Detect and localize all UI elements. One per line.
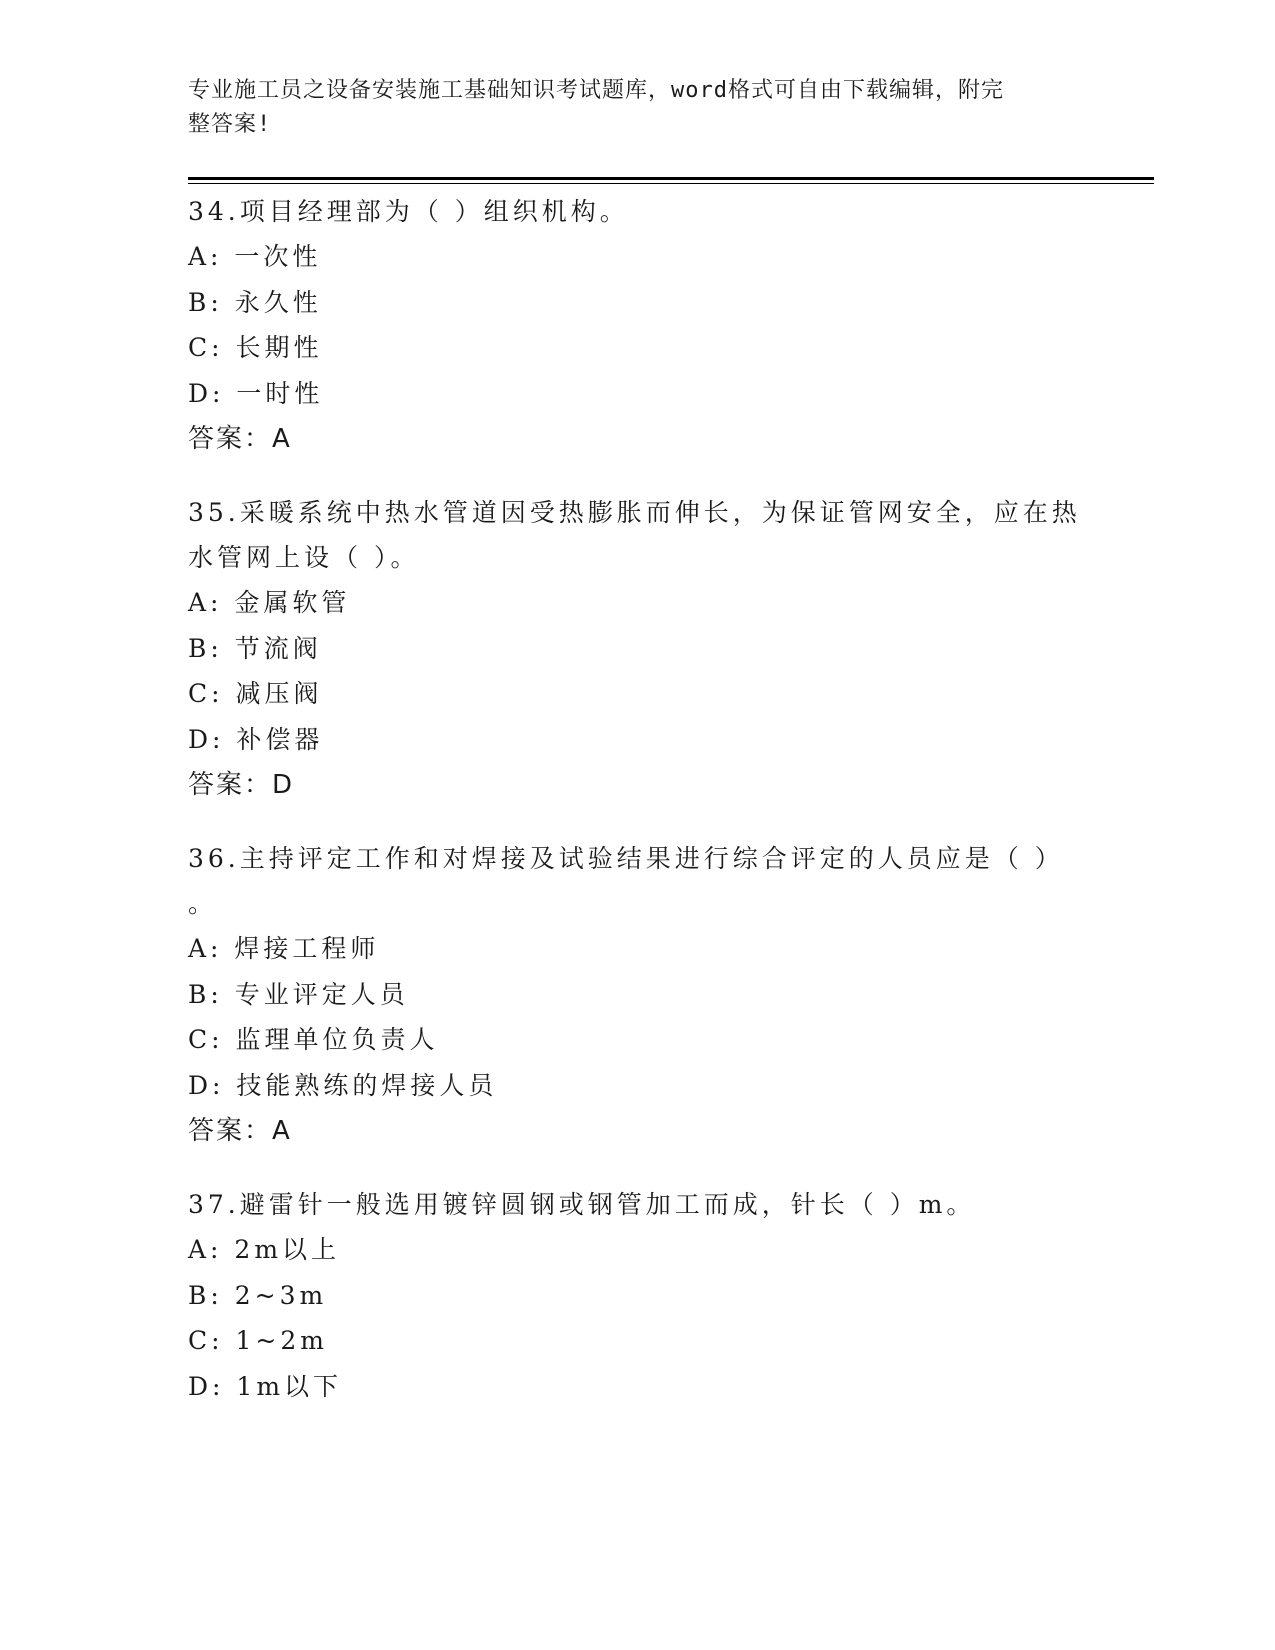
header-divider-thick <box>188 177 1154 180</box>
option-d: D: 补偿器 <box>188 724 324 754</box>
option-d: D: 一时性 <box>188 378 324 408</box>
question-37 <box>188 1182 1088 1409</box>
option-a: A: 2m以上 <box>188 1235 341 1264</box>
option-d: D: 技能熟练的焊接人员 <box>188 1070 498 1100</box>
answer: 答案：A <box>188 1116 292 1146</box>
question-stem-continued: 水管网上设（ ）。 <box>188 543 420 572</box>
question-stem-continued: 。 <box>188 889 218 918</box>
option-c: C: 1~2m <box>188 1326 328 1355</box>
question-list <box>188 189 1088 1437</box>
question-35 <box>188 490 1088 808</box>
question-34 <box>188 189 1088 462</box>
header-divider-thin <box>188 183 1154 184</box>
option-b: B: 2~3m <box>188 1280 328 1310</box>
question-stem: 35.采暖系统中热水管道因受热膨胀而伸长，为保证管网安全，应在热 <box>188 498 1081 527</box>
option-b: B: 专业评定人员 <box>188 979 409 1009</box>
answer: 答案：A <box>188 424 292 454</box>
option-c: C: 监理单位负责人 <box>188 1025 439 1054</box>
question-stem: 36.主持评定工作和对焊接及试验结果进行综合评定的人员应是（ ） <box>188 844 1064 873</box>
question-stem: 37.避雷针一般选用镀锌圆钢或钢管加工而成，针长（ ）m。 <box>188 1190 976 1219</box>
option-c: C: 减压阀 <box>188 679 323 708</box>
header-line-1: 专业施工员之设备安装施工基础知识考试题库，word格式可自由下载编辑，附完 <box>188 78 1004 103</box>
option-a: A: 一次性 <box>188 242 322 271</box>
option-b: B: 永久性 <box>188 287 322 317</box>
header-line-2: 整答案! <box>188 112 272 137</box>
option-a: A: 焊接工程师 <box>188 934 380 963</box>
answer: 答案：D <box>188 770 295 800</box>
option-d: D: 1m以下 <box>188 1371 343 1401</box>
option-a: A: 金属软管 <box>188 588 351 617</box>
option-b: B: 节流阀 <box>188 633 322 663</box>
document-header <box>188 74 1078 142</box>
option-c: C: 长期性 <box>188 333 323 362</box>
question-stem: 34.项目经理部为（ ）组织机构。 <box>188 197 629 226</box>
question-36 <box>188 836 1088 1154</box>
